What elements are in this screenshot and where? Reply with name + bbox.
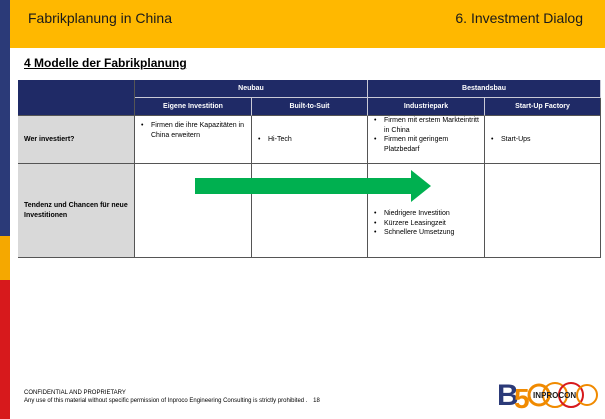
- slide-title: Fabrikplanung in China: [28, 10, 172, 26]
- left-edge-bar-orange: [0, 236, 10, 280]
- usage-notice: [24, 397, 320, 405]
- list-item: • Niedrigere Investition: [372, 209, 480, 219]
- confidential-notice: CONFIDENTIAL AND PROPRIETARY: [24, 390, 126, 396]
- list-item: • Firmen die ihre Kapazitäten in China erweitern: [139, 121, 247, 140]
- factory-models-table: [18, 80, 601, 258]
- cell-start-up-factory-trend: [485, 164, 601, 258]
- column-header-eigene-investition: Eigene Investition: [135, 98, 252, 116]
- group-header-neubau: Neubau: [135, 80, 368, 98]
- logo-b-letter: B: [497, 379, 519, 412]
- list-item: • Hi-Tech: [256, 135, 363, 145]
- row-label-tendenz-chancen: Tendenz und Chancen für neue Investitionen: [18, 164, 135, 258]
- row-label-wer-investiert: Wer investiert?: [18, 116, 135, 164]
- usage-notice-text: Any use of this material without specific permission of Inproco Engineering Consulting is strictly prohibited .: [24, 398, 308, 404]
- left-edge-bar-red: [0, 280, 10, 419]
- logo-five: 5: [514, 383, 530, 414]
- list-item: • Firmen mit erstem Markteintritt in China: [372, 116, 480, 135]
- group-header-bestandsbau: Bestandsbau: [368, 80, 601, 98]
- slide-subtitle: 4 Modelle der Fabrikplanung: [24, 56, 187, 70]
- column-header-start-up-factory: Start-Up Factory: [485, 98, 601, 116]
- page-number: 18: [313, 398, 320, 404]
- column-header-industriepark: Industriepark: [368, 98, 485, 116]
- list-item: • Firmen mit geringem Platzbedarf: [372, 135, 480, 154]
- logo-text: INPROCON: [533, 391, 577, 400]
- b5-inprocon-logo: [497, 374, 599, 416]
- cell-built-to-suit-investor: [252, 116, 368, 164]
- list-item: • Start-Ups: [489, 135, 596, 145]
- table-corner: [18, 80, 135, 116]
- column-header-built-to-suit: Built-to-Suit: [252, 98, 368, 116]
- left-edge-bar-navy: [0, 0, 10, 236]
- trend-arrow-icon: [195, 170, 431, 202]
- list-item: • Kürzere Leasingzeit: [372, 219, 480, 229]
- cell-start-up-factory-investor: [485, 116, 601, 164]
- section-title: 6. Investment Dialog: [455, 10, 583, 26]
- footer: [24, 389, 320, 405]
- slide-header: [10, 0, 605, 48]
- list-item: • Schnellere Umsetzung: [372, 228, 480, 238]
- cell-eigene-investition-investor: [135, 116, 252, 164]
- cell-industriepark-investor: [368, 116, 485, 164]
